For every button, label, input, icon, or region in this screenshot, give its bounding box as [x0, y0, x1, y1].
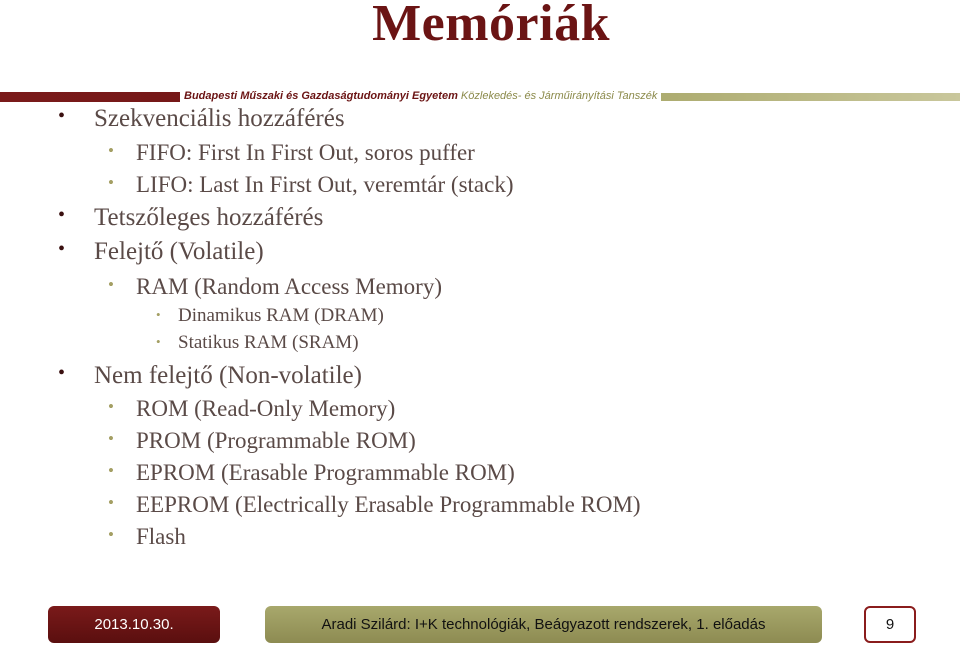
department-name: Közlekedés- és Járműirányítási Tanszék [460, 90, 658, 102]
bullet-icon: • [108, 397, 114, 416]
footer-description: Aradi Szilárd: I+K technológiák, Beágyazott rendszerek, 1. előadás [265, 606, 822, 643]
list-item-text: RAM (Random Access Memory) [136, 274, 442, 299]
list-item [58, 204, 324, 232]
bullet-icon: • [58, 238, 66, 260]
page-number: 9 [864, 606, 916, 643]
list-item [108, 396, 396, 422]
university-name: Budapesti Műszaki és Gazdaságtudományi Egyetem [184, 90, 458, 102]
header-band [0, 88, 960, 104]
list-item-text: Flash [136, 524, 186, 549]
list-item [108, 428, 416, 454]
list-item-text: Nem felejtő (Non-volatile) [94, 362, 362, 389]
list-item [58, 238, 264, 266]
list-item-text: FIFO: First In First Out, soros puffer [136, 140, 475, 165]
bullet-icon: • [58, 204, 66, 226]
bullet-icon: • [108, 429, 114, 448]
bullet-icon: • [58, 105, 66, 127]
bullet-icon: • [108, 493, 114, 512]
bullet-icon: • [108, 173, 114, 192]
list-item-text: ROM (Read-Only Memory) [136, 396, 396, 421]
header-text [180, 88, 661, 104]
list-item [108, 274, 442, 300]
list-item [108, 460, 515, 486]
bullet-icon: • [156, 307, 161, 322]
list-item-text: Felejtő (Volatile) [94, 238, 264, 265]
list-item [58, 105, 345, 133]
list-item-text: EPROM (Erasable Programmable ROM) [136, 460, 515, 485]
list-item-text: EEPROM (Electrically Erasable Programmable ROM) [136, 492, 641, 517]
list-item [108, 492, 641, 518]
bullet-icon: • [108, 141, 114, 160]
slide-title: Memóriák [372, 0, 610, 52]
list-item [58, 362, 362, 390]
bullet-icon: • [108, 275, 114, 294]
list-item [108, 140, 475, 166]
list-item-text: LIFO: Last In First Out, veremtár (stack) [136, 172, 514, 197]
list-item [156, 305, 384, 327]
list-item-text: Statikus RAM (SRAM) [178, 332, 359, 353]
list-item [108, 172, 514, 198]
bullet-icon: • [58, 362, 66, 384]
list-item-text: Tetszőleges hozzáférés [94, 204, 324, 231]
header-band-light [620, 93, 960, 101]
footer-date: 2013.10.30. [48, 606, 220, 643]
list-item [156, 332, 359, 354]
list-item-text: Dinamikus RAM (DRAM) [178, 305, 384, 326]
list-item-text: Szekvenciális hozzáférés [94, 105, 345, 132]
list-item-text: PROM (Programmable ROM) [136, 428, 416, 453]
bullet-icon: • [108, 461, 114, 480]
bullet-icon: • [108, 525, 114, 544]
list-item [108, 524, 186, 550]
bullet-icon: • [156, 334, 161, 349]
